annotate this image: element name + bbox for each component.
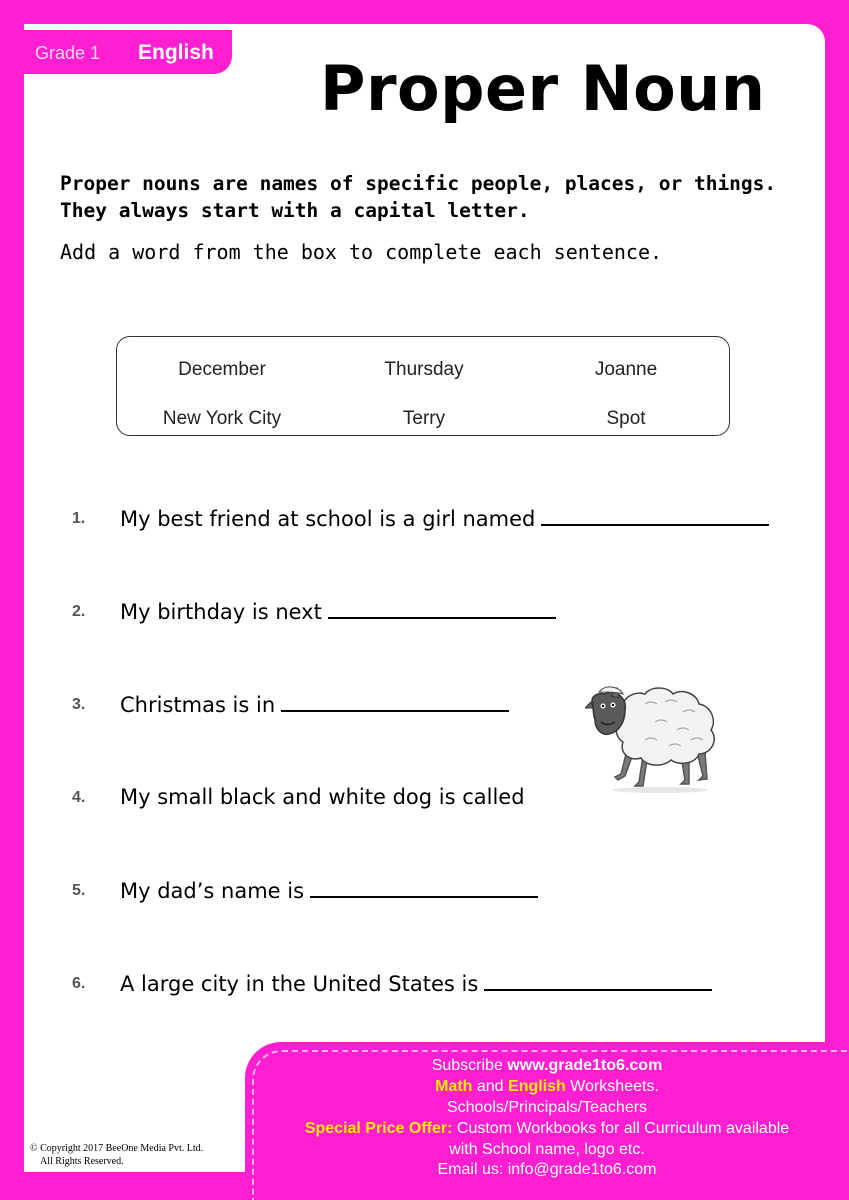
question-item — [0, 878, 849, 908]
word-bank-item: December — [178, 359, 266, 380]
instruction-text: Add a word from the box to complete each sentence. — [60, 240, 663, 264]
question-number: 4. — [72, 789, 86, 806]
definition-text — [60, 170, 776, 224]
math-label: Math — [435, 1078, 473, 1095]
footer-subscribe-line — [245, 1057, 849, 1075]
question-text: My small black and white dog is called — [120, 785, 525, 809]
word-bank-item: Thursday — [384, 359, 464, 380]
question-item — [0, 971, 849, 1001]
word-bank-item: Joanne — [594, 359, 658, 380]
answer-blank[interactable] — [541, 506, 769, 526]
answer-blank[interactable] — [281, 692, 509, 712]
question-text: My dad’s name is — [120, 879, 305, 903]
worksheets-text: Worksheets. — [570, 1078, 659, 1095]
definition-line-1: Proper nouns are names of specific people, places, or things. — [60, 172, 777, 195]
sheep-illustration — [585, 682, 725, 794]
subject-label: English — [138, 41, 214, 64]
word-bank-box — [116, 336, 730, 436]
word-bank-item: New York City — [162, 408, 282, 429]
footer-email-line[interactable]: Email us: info@grade1to6.com — [437, 1161, 657, 1178]
question-number: 6. — [72, 975, 86, 992]
question-number: 3. — [72, 696, 86, 713]
english-label: English — [508, 1078, 566, 1095]
question-text: My best friend at school is a girl named — [120, 507, 536, 531]
question-number: 2. — [72, 603, 86, 620]
question-text: My birthday is next — [120, 600, 322, 624]
grade-subject-tab — [24, 30, 232, 74]
page-title: Proper Noun — [320, 52, 766, 125]
footer-audience-line: Schools/Principals/Teachers — [446, 1099, 648, 1116]
copyright-line-1: © Copyright 2017 BeeOne Media Pvt. Ltd. — [30, 1143, 204, 1154]
offer-label: Special Price Offer: — [304, 1120, 453, 1137]
and-text: and — [476, 1078, 504, 1095]
answer-blank[interactable] — [484, 971, 712, 991]
question-item — [0, 506, 849, 536]
copyright-line-2: All Rights Reserved. — [40, 1156, 124, 1167]
word-bank-item: Terry — [402, 408, 446, 429]
footer-worksheets-line — [245, 1078, 849, 1096]
website-link[interactable]: www.grade1to6.com — [507, 1057, 663, 1074]
copyright-notice — [30, 1142, 203, 1168]
grade-label: Grade 1 — [35, 43, 101, 63]
subscribe-text: Subscribe — [431, 1057, 503, 1074]
footer-offer-line-2: with School name, logo etc. — [449, 1141, 645, 1158]
answer-blank[interactable] — [310, 878, 538, 898]
question-text: Christmas is in — [120, 693, 276, 717]
question-number: 5. — [72, 882, 86, 899]
word-bank-item: Spot — [606, 408, 646, 429]
definition-line-2: They always start with a capital letter. — [60, 199, 530, 222]
question-item — [0, 599, 849, 629]
question-text: A large city in the United States is — [120, 972, 479, 996]
footer-offer-line — [245, 1120, 849, 1138]
offer-text: Custom Workbooks for all Curriculum available — [456, 1120, 790, 1137]
answer-blank[interactable] — [328, 599, 556, 619]
question-number: 1. — [72, 510, 86, 527]
